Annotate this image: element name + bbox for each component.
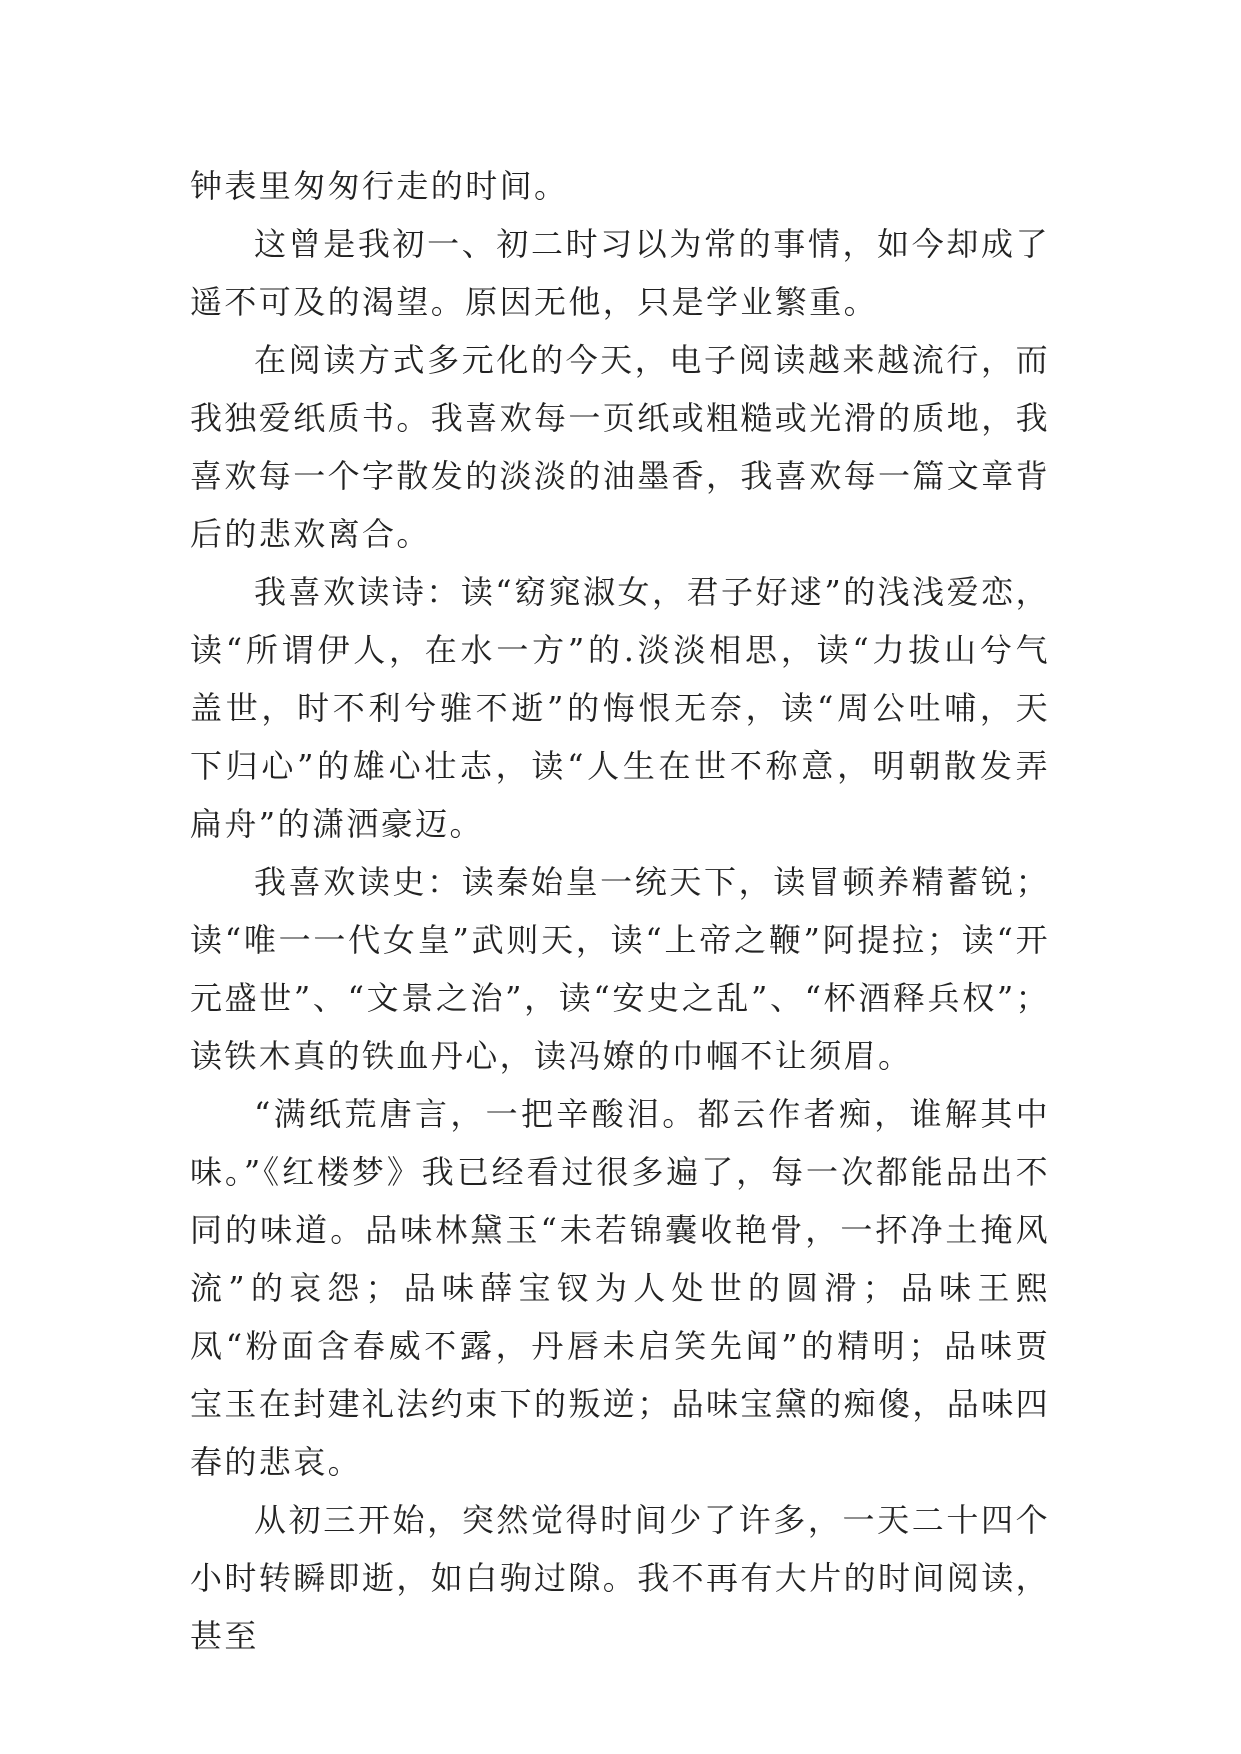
- paragraph: 我喜欢读史：读秦始皇一统天下，读冒顿养精蓄锐；读“唯一一代女皇”武则天，读“上帝之鞭”阿提拉；读“开元盛世”、“文景之治”，读“安史之乱”、“杯酒释兵权”；读铁木真的铁血丹心，读冯嫽的巾帼不让须眉。: [190, 863, 1050, 1075]
- paragraph: “满纸荒唐言，一把辛酸泪。都云作者痴，谁解其中味。”《红楼梦》我已经看过很多遍了，每一次都能品出不同的味道。品味林黛玉“未若锦囊收艳骨，一抔净土掩风流”的哀怨；品味薛宝钗为人处世的圆滑；品味王熙凤“粉面含春威不露，丹唇未启笑先闻”的精明；品味贾宝玉在封建礼法约束下的叛逆；品味宝黛的痴傻，品味四春的悲哀。: [190, 1095, 1051, 1481]
- paragraph-continuation: 钟表里匆匆行走的时间。: [190, 167, 569, 205]
- paragraph: 这曾是我初一、初二时习以为常的事情，如今却成了遥不可及的渴望。原因无他，只是学业繁重。: [190, 225, 1050, 321]
- paragraph: 我喜欢读诗：读“窈窕淑女，君子好逑”的浅浅爱恋，读“所谓伊人，在水一方”的.淡淡相思，读“力拔山兮气盖世，时不利兮骓不逝”的悔恨无奈，读“周公吐哺，天下归心”的雄心壮志，读“人生在世不称意，明朝散发弄扁舟”的潇洒豪迈。: [190, 573, 1050, 843]
- paragraph: 在阅读方式多元化的今天，电子阅读越来越流行，而我独爱纸质书。我喜欢每一页纸或粗糙或光滑的质地，我喜欢每一个字散发的淡淡的油墨香，我喜欢每一篇文章背后的悲欢离合。: [190, 341, 1051, 553]
- document-body: [190, 157, 1050, 1665]
- paragraph: 从初三开始，突然觉得时间少了许多，一天二十四个小时转瞬即逝，如白驹过隙。我不再有大片的时间阅读，甚至: [190, 1501, 1051, 1655]
